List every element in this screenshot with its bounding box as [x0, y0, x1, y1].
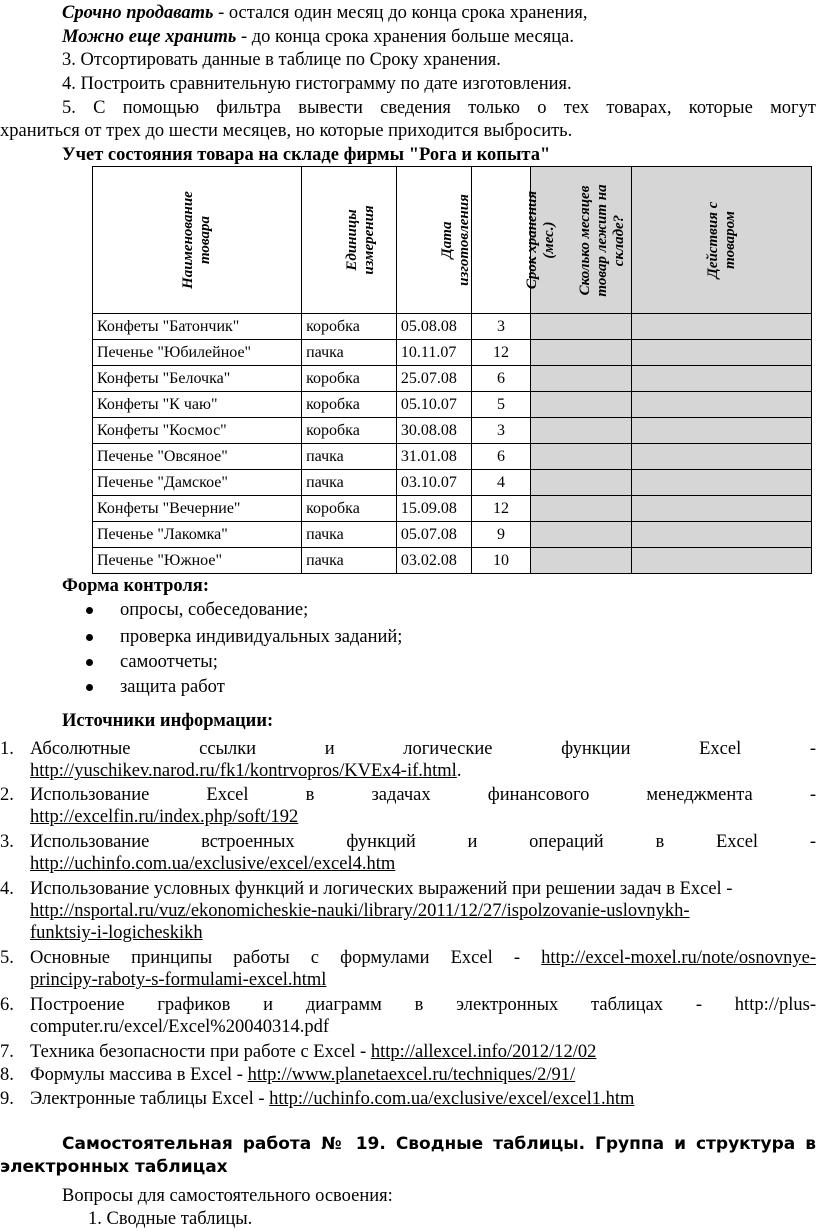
table-row [93, 366, 812, 392]
cell-date: 03.02.08 [396, 548, 471, 574]
cell-product: Конфеты "Вечерние" [93, 496, 302, 522]
term-keep: Можно еще хранить [62, 27, 237, 47]
table-row [93, 392, 812, 418]
instruction-text: - остался один месяц до конца срока хранения, [213, 3, 588, 23]
table-row [93, 418, 812, 444]
cell-action [632, 314, 812, 340]
cell-date: 05.10.07 [396, 392, 471, 418]
cell-months-in-stock [530, 444, 632, 470]
cell-unit: коробка [302, 366, 397, 392]
header-months-in-stock: Сколько месяцев товар лежит на складе? [530, 167, 632, 314]
bullet-icon [86, 607, 93, 614]
source-link[interactable]: http://excel-moxel.ru/note/osnovnye- [541, 948, 816, 968]
cell-product: Печенье "Дамское" [93, 470, 302, 496]
source-link[interactable]: http://excelfin.ru/index.php/soft/192 [30, 807, 299, 827]
table-row [93, 314, 812, 340]
stock-table [92, 166, 812, 568]
instruction-line-2 [62, 26, 816, 48]
header-units: Единицы измерения [302, 167, 397, 314]
cell-product: Печенье "Овсяное" [93, 444, 302, 470]
cell-action [632, 418, 812, 444]
cell-product: Конфеты "К чаю" [93, 392, 302, 418]
cell-unit: коробка [302, 418, 397, 444]
table-row [93, 444, 812, 470]
cell-shelf-life: 4 [472, 470, 530, 496]
cell-months-in-stock [530, 470, 632, 496]
cell-shelf-life: 3 [472, 418, 530, 444]
source-link[interactable]: http://allexcel.info/2012/12/02 [370, 1042, 597, 1062]
cell-shelf-life: 3 [472, 314, 530, 340]
table-row [93, 522, 812, 548]
cell-months-in-stock [530, 496, 632, 522]
cell-date: 30.08.08 [396, 418, 471, 444]
cell-product: Печенье "Лакомка" [93, 522, 302, 548]
bullet-icon [86, 684, 93, 691]
questions-intro: Вопросы для самостоятельного освоения: [62, 1186, 393, 1206]
cell-date: 05.08.08 [396, 314, 471, 340]
cell-date: 03.10.07 [396, 470, 471, 496]
cell-action [632, 496, 812, 522]
cell-months-in-stock [530, 392, 632, 418]
bullet-icon [86, 634, 93, 641]
cell-shelf-life: 9 [472, 522, 530, 548]
header-manufacture-date: Дата изготовления [396, 167, 471, 314]
cell-months-in-stock [530, 418, 632, 444]
cell-months-in-stock [530, 340, 632, 366]
source-link[interactable]: funktsiy-i-logicheskikh [30, 923, 203, 943]
cell-action [632, 522, 812, 548]
source-link[interactable]: http://www.planetaexcel.ru/techniques/2/91/ [247, 1065, 576, 1085]
term-sell-urgently: Срочно продавать [62, 3, 214, 23]
cell-shelf-life: 6 [472, 366, 530, 392]
cell-unit: пачка [302, 522, 397, 548]
cell-action [632, 392, 812, 418]
cell-product: Печенье "Юбилейное" [93, 340, 302, 366]
cell-shelf-life: 6 [472, 444, 530, 470]
control-title: Форма контроля: [62, 576, 209, 596]
cell-unit: пачка [302, 340, 397, 366]
cell-unit: коробка [302, 496, 397, 522]
cell-unit: пачка [302, 444, 397, 470]
cell-months-in-stock [530, 314, 632, 340]
header-action: Действия с товаром [632, 167, 812, 314]
cell-unit: коробка [302, 392, 397, 418]
section-heading-cont: электронных таблицах [0, 1157, 228, 1177]
section-heading: Самостоятельная работа № 19. Сводные таблицы. Группа и структура в [62, 1134, 816, 1154]
cell-shelf-life: 10 [472, 548, 530, 574]
cell-unit: коробка [302, 314, 397, 340]
source-link[interactable]: http://uchinfo.com.ua/exclusive/excel/excel4.htm [30, 854, 396, 874]
cell-date: 25.07.08 [396, 366, 471, 392]
table-row [93, 340, 812, 366]
bullet-icon [86, 659, 93, 666]
cell-unit: пачка [302, 470, 397, 496]
source-link[interactable]: http://nsportal.ru/vuz/ekonomicheskie-nauki/library/2011/12/27/ispolzovanie-uslovnykh- [30, 901, 690, 921]
header-product-name: Наименование товара [93, 167, 302, 314]
table-row [93, 470, 812, 496]
cell-action [632, 366, 812, 392]
cell-unit: пачка [302, 548, 397, 574]
header-shelf-life: Срок хранения (мес.) [472, 167, 530, 314]
cell-date: 10.11.07 [396, 340, 471, 366]
source-link[interactable]: http://uchinfo.com.ua/exclusive/excel/excel1.htm [269, 1089, 635, 1109]
cell-product: Конфеты "Белочка" [93, 366, 302, 392]
table-row [93, 496, 812, 522]
cell-months-in-stock [530, 548, 632, 574]
table-title: Учет состояния товара на складе фирмы "Рога и копыта" [62, 145, 551, 165]
instruction-line-4: 4. Построить сравнительную гистограмму по дате изготовления. [62, 74, 572, 94]
cell-product: Конфеты "Батончик" [93, 314, 302, 340]
table-row [93, 548, 812, 574]
question-1: 1. Сводные таблицы. [88, 1209, 253, 1229]
source-link[interactable]: principy-raboty-s-formulami-excel.html [30, 970, 327, 990]
instruction-line-5a: 5. С помощью фильтра вывести сведения только о тех товарах, которые могут [62, 98, 816, 118]
cell-action [632, 548, 812, 574]
cell-date: 05.07.08 [396, 522, 471, 548]
instruction-line-1 [62, 2, 816, 24]
cell-product: Печенье "Южное" [93, 548, 302, 574]
cell-date: 15.09.08 [396, 496, 471, 522]
instruction-line-5b: храниться от трех до шести месяцев, но которые приходится выбросить. [0, 121, 573, 141]
cell-shelf-life: 12 [472, 496, 530, 522]
cell-date: 31.01.08 [396, 444, 471, 470]
cell-months-in-stock [530, 522, 632, 548]
sources-title: Источники информации: [62, 711, 274, 731]
cell-action [632, 444, 812, 470]
cell-action [632, 470, 812, 496]
cell-months-in-stock [530, 366, 632, 392]
cell-shelf-life: 5 [472, 392, 530, 418]
cell-shelf-life: 12 [472, 340, 530, 366]
instruction-line-3: 3. Отсортировать данные в таблице по Сроку хранения. [62, 50, 501, 70]
cell-product: Конфеты "Космос" [93, 418, 302, 444]
instruction-text: - до конца срока хранения больше месяца. [236, 27, 575, 47]
table-header-row [93, 167, 812, 314]
source-link[interactable]: http://yuschikev.narod.ru/fk1/kontrvopros/KVEx4-if.html [30, 761, 457, 781]
cell-action [632, 340, 812, 366]
